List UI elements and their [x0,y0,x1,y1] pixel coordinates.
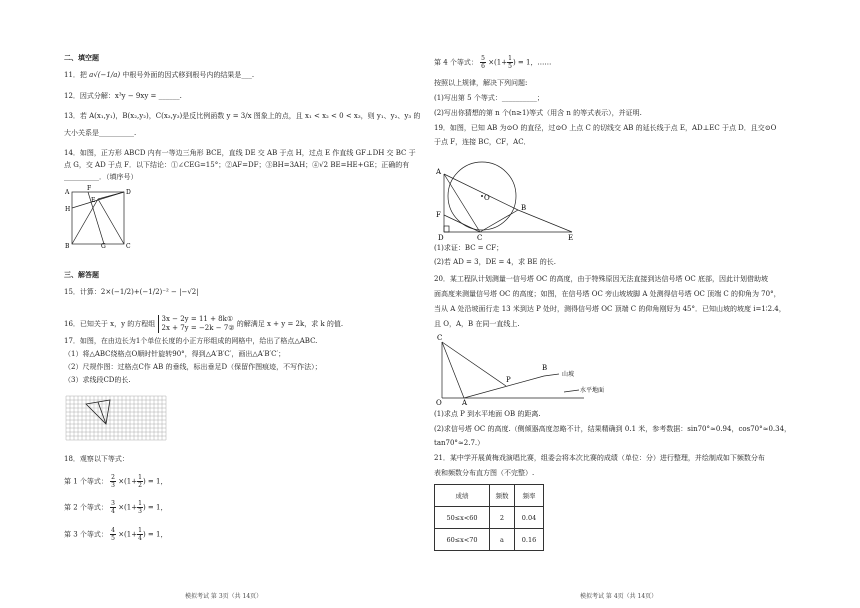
figure-q19-circle [434,160,574,242]
fig14-label-g: G [101,243,106,250]
fig20-label-slope: 山坡 [562,371,575,378]
fig14-label-a: A [65,189,70,196]
question-16: 16．已知关于 x，y 的方程组 3x − 2y = 11 + 8k① 2x + 7y = −2k − 7② 的解满足 x + y = 2k，求 k 的值. [64,315,344,332]
q20-part1: (1)求点 P 到水平地面 OB 的距离. [434,410,541,418]
fig20-label-b: B [542,364,548,372]
question-17-line4: （3）求线段CD的长. [64,376,131,384]
fig19-label-b: B [521,204,527,212]
question-11: 11．把 a√(−1/a) 中根号外面的因式移到根号内的结果是___. [64,71,255,79]
right-page [430,0,860,608]
fig19-label-f: F [436,211,441,219]
q16-equation-system: 3x − 2y = 11 + 8k① 2x + 7y = −2k − 7② [158,315,235,333]
figure-q17-grid [66,396,166,440]
q19-part2: (2)若 AD = 3，DE = 4，求 BE 的长. [434,258,556,266]
fig14-label-c: C [126,243,131,250]
question-20-line2: 面高度来测量信号塔 OC 的高度；如图，在信号塔 OC 旁山坡坡脚 A 处测得信号塔 OC 顶端 C 的仰角为 70°， [434,290,781,298]
fig20-label-ground: 水平地面 [580,387,605,394]
equation-2: 第 2 个等式： $\frac{3}{4}$ ×(1+ $\frac{1}{3}$ ) = 1， [64,500,168,515]
fig19-label-e: E [568,234,574,242]
q11-radical-expression: a√(−1/a) [89,71,121,79]
fig20-label-o: O [436,399,442,407]
question-18: 18．观察以下等式： [64,455,129,463]
question-13-line2: 大小关系是__________. [64,129,137,137]
fig20-label-c: C [437,334,443,342]
q19-part1: (1)求证：BC = CF； [434,244,504,252]
fig14-label-b: B [65,243,70,250]
fig19-label-d: D [438,234,444,242]
table-header-cell: 频数 [490,485,515,507]
question-17-line3: （2）尺规作图：过格点C作 AB 的垂线，标出垂足D（保留作图痕迹，不写作法）； [64,363,322,371]
table-cell: 60≤x<70 [435,529,490,551]
question-12: 12．因式分解：x³y − 9xy = ______. [64,92,182,100]
question-14-line2: 点 G，交 AD 于点 F．以下结论：①∠CEG=15°；②AF=DF；③BH=3AH；④√2 BE=HE+GE；正确的有 [64,161,410,169]
fig19-label-a: A [436,168,442,176]
fig19-label-c: C [477,234,483,242]
question-20-line3: 当从 A 处沿坡面行走 13 米到达 P 处时，测得信号塔 OC 顶端 C 的仰角刚好为 45°．已知山坡的坡度 i=1∶2.4， [434,305,786,313]
question-21-line2: 表和频数分布直方图（不完整）. [434,469,535,477]
table-row [435,529,544,551]
q18-part2: (2)写出你猜想的第 n 个(n≥1)等式（用含 n 的等式表示），并证明. [434,109,642,117]
question-21-line1: 21．某中学开展黄梅戏演唱比赛，组委会将本次比赛的成绩（单位：分）进行整理，并绘制成如下频数分布 [434,454,765,462]
figure-q14-square [64,186,134,248]
question-20-line4: 且 O，A，B 在同一直线上. [434,320,520,328]
fig14-label-h: H [65,206,71,213]
q20-part2: (2)求信号塔 OC 的高度.（侧倾器高度忽略不计，结果精确到 0.1 米，参考数据：sin70°≈0.94，cos70°≈0.34， [434,425,792,433]
table-header-cell: 频率 [515,485,544,507]
equation-3: 第 3 个等式： $\frac{4}{5}$ ×(1+ $\frac{1}{4}$ ) = 1， [64,527,168,542]
fig14-label-e: E [91,197,96,204]
question-20-line1: 20．某工程队计划测量一信号塔 OC 的高度，由于特殊原因无法直接到达信号塔 OC 底部，因此计划借助坡 [434,275,768,283]
q18-intro: 按照以上规律，解决下列问题: [434,79,528,87]
question-14-line1: 14．如图，正方形 ABCD 内有一等边三角形 BCE，直线 DE 交 AB 于点 H，过点 E 作直线 GF⊥DH 交 BC 于 [64,149,416,157]
fig14-label-d: D [126,189,131,196]
question-19-line1: 19．如图，已知 AB 为⊙O 的直径，过⊙O 上点 C 的切线交 AB 的延长线于点 E，AD⊥EC 于点 D．且交⊙O [434,124,777,132]
equation-1: 第 1 个等式： $\frac{2}{3}$ ×(1+ $\frac{1}{2}$ ) = 1， [64,474,168,489]
fig20-label-p: P [506,376,511,384]
right-page-footer: 模拟考试 第 4页（共 14页） [580,593,658,600]
section-solve-title: 三、解答题 [64,270,99,279]
table-cell: 50≤x<60 [435,507,490,529]
equation-4: 第 4 个等式： $\frac{5}{6}$ ×(1+ $\frac{1}{5}$ ) = 1，…… [434,55,552,70]
question-19-line2: 于点 F，连接 BC，CF，AC． [434,138,531,146]
table-row [435,507,544,529]
fig20-label-a: A [462,399,468,407]
table-cell: a [490,529,515,551]
figure-q20-tower [434,334,604,406]
q20-part2-cont: tan70°≈2.7.） [434,439,485,447]
left-page-footer: 模拟考试 第 3页（共 14页） [185,593,263,600]
table-cell: 2 [490,507,515,529]
section-fill-blank-title: 二、填空题 [64,53,99,62]
table-cell: 0.16 [515,529,544,551]
question-17-line1: 17．如图，在由边长为1个单位长度的小正方形组成的网格中，给出了格点△ABC. [64,337,318,345]
question-13-line1: 13．若 A(x₁,y₁)，B(x₂,y₂)，C(x₃,y₃)是反比例函数 y = 3/x 图象上的点，且 x₁ < x₂ < 0 < x₃，则 y₁、y₂、y₃ 的 [64,112,421,120]
question-17-line2: （1）将△ABC绕格点O顺时针旋转90°，得到△A′B′C′，画出△A′B′C′； [64,350,286,358]
table-cell: 0.04 [515,507,544,529]
question-14-line3: __________．（填序号） [64,173,138,181]
frequency-table [434,484,544,551]
question-15: 15．计算：2×(−1/2)+(−1/2)⁻² − |−√2| [64,288,199,296]
q18-part1: (1)写出第 5 个等式：__________； [434,94,544,102]
table-header-cell: 成绩 [435,485,490,507]
table-header-row [435,485,544,507]
fig19-label-o: O [484,194,490,202]
fig14-label-f: F [87,185,92,192]
